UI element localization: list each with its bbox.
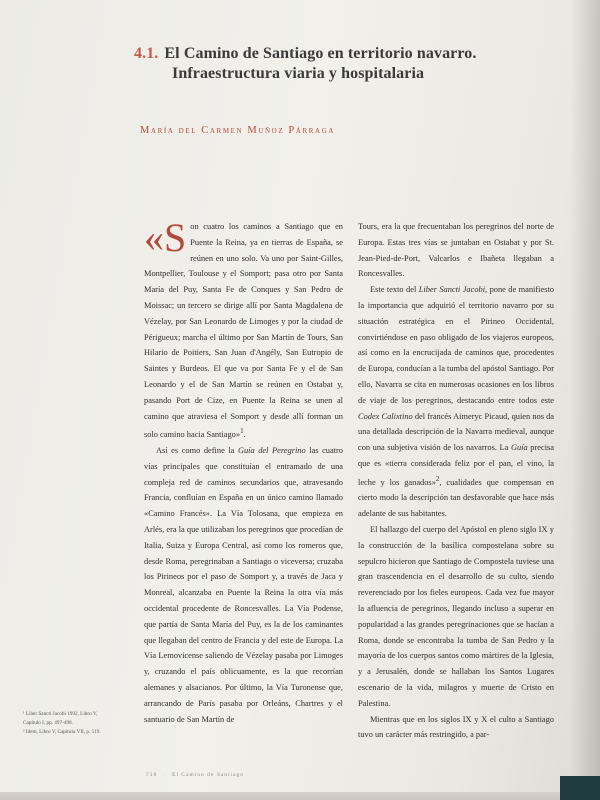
- paragraph-text: precisa que es «tierra considerada feliz por el pan, el vino, la leche y los ganados»: [358, 443, 554, 487]
- chapter-title-line1: [134, 44, 574, 64]
- paragraph: [358, 282, 554, 522]
- drop-cap: [144, 215, 187, 260]
- page-number: 718: [146, 772, 158, 778]
- paragraph: Tours, era la que frecuentaban los peregrinos del norte de Europa. Estas tres vías se juntaban en Ostabat y por St. Jean-Pied-de-Port, Valcarlos e Ibañeta llegaban a Roncesvalles.: [358, 222, 554, 279]
- paragraph-text: Este texto del: [370, 285, 419, 295]
- paragraph-text: on cuatro los caminos a Santiago que en Puente la Reina, ya en tierras de España, se reúnen en uno solo. Va uno por Saint-Gilles, Montpellier, Toulouse y el Somport; pasa otro por Santa María del Puy, Santa Fe de Conques y San Pedro de Moissac; un tercero se dirige allí por Santa Magdalena de Vézelay, por San Leonardo de Limoges y por la ciudad de Périgueux; marcha el último por San Martín de Tours, San Hilario de Poitiers, San Juan d'Angély, San Eutropio de Saintes y Burdeos. El que va por Santa Fe y el de San Leonardo y el de San Martín se reúnen en Ostabat y, pasando Port de Cize, en Puente la Reina se unen al camino que atraviesa el Somport y desde allí forman un solo camino hacia Santiago»: [144, 222, 343, 440]
- chapter-title-text: El Camino de Santiago en territorio navarro.: [164, 45, 477, 62]
- footnote-ref[interactable]: 1: [240, 427, 244, 436]
- paragraph-text: Así es como define la: [156, 445, 238, 455]
- paragraph: El hallazgo del cuerpo del Apóstol en pleno siglo IX y la construcción de la basílica compostelana sobre su sepulcro hicieron que Santiago de Compostela tuviese una gran trascendencia en el desarrollo de su culto, siendo reverenciado por los fieles europeos. Cada vez fue mayor la afluencia de peregrinos, llegando incluso a superar en popularidad a las grandes peregrinaciones que se hacían a Roma, donde se encontraba la tumba de San Pedro y la mayoría de los cuerpos santos como mártires de la Iglesia, y a Jerusalén, donde se hallaban los Santos Lugares escenario de la vida, milagros y muerte de Cristo en Palestina.: [358, 524, 554, 708]
- paragraph-text: , pone de manifiesto la importancia que adquirió el territorio navarro por su situación estratégica en el Pirineo Occidental, convirtiéndose en paso obligado de los viajeros europeos, así como en la encrucijada de caminos que, procedentes de Europa, conducían a la tumba del apóstol Santiago. Por ello, Navarra se cita en numerosas ocasiones en los libros de viaje de los peregrinos, destacando entre todos este: [358, 285, 554, 405]
- author-name: María del Carmen Muñoz Párraga: [140, 125, 336, 136]
- footnote-line: ² Idem, Libro V, Capítulo VII, p. 519.: [23, 729, 101, 735]
- paragraph-text: del francés Aimeryc Picaud, quien nos da una detallada descripción de la Navarra medieval, aunque con una subjetiva visión de los navarros. La: [358, 411, 554, 453]
- background-corner: [560, 776, 600, 800]
- book-title-italic: Liber Sancti Jacobi: [418, 285, 486, 295]
- page-footer: [146, 772, 244, 778]
- text-column-right: [358, 219, 554, 743]
- footnote-ref[interactable]: 2: [435, 474, 440, 483]
- paragraph: Mientras que en los siglos IX y X el culto a Santiago tuvo un carácter más restringido, a par-: [358, 714, 554, 740]
- drop-cap-letter: S: [164, 215, 187, 260]
- paragraph-text: , cualidades que compensan en cierto modo la descripción tan desfavorable que hace más adelante de sus habitantes.: [358, 477, 554, 519]
- paragraph: [144, 215, 343, 443]
- chapter-number: 4.1.: [134, 45, 159, 62]
- paragraph-end: .: [243, 430, 246, 440]
- page-edge-shadow: [570, 0, 600, 800]
- text-column-left: [144, 215, 343, 727]
- book-title-italic: Guía: [510, 443, 528, 453]
- page-bottom-edge: [0, 792, 600, 800]
- opening-quote: «: [144, 215, 164, 260]
- paragraph-text: las cuatro vías principales que constituían el entramado de una compleja red de caminos secundarios que, atravesando Francia, confluían en España en un único camino llamado «Camino Francés». La Vía Tolosana, que empieza en Arlés, era la que utilizaban los peregrinos que procedían de Italia, Suiza y Europa Central, así como los romeros que, desde Roma, peregrinaban a Santiago o viceversa; cruzaba los Pirineos por el paso de Somport y, a través de Jaca y Monreal, alcanzaba en Puente la Reina la otra vía más occidental procedente de Roncesvalles. La Vía Podense, que partía de Santa María del Puy, es la de los caminantes que llegaban del centro de Francia y del este de Europa. La Vía Lemovicense saliendo de Vézelay pasaba por Limoges y, cruzando el país oblicuamente, es la que recorrían alemanes y alsacianos. Por último, la Vía Turonense que, arrancando de París pasaba por Orleáns, Chartres y el santuario de San Martín de: [144, 445, 343, 724]
- footnotes: [23, 710, 133, 737]
- footer-separator: ·: [163, 772, 167, 778]
- paragraph: [144, 443, 343, 727]
- running-title: El Camino de Santiago: [172, 772, 244, 778]
- footnote-line: Capítulo I, pp. 497-498.: [23, 720, 73, 726]
- footnote-line: ¹ Liber Sancti Jacobi 1992, Libro V,: [23, 711, 98, 717]
- book-title-italic: Guía del Peregrino: [237, 445, 306, 455]
- chapter-heading: [134, 44, 574, 84]
- chapter-title-line2: Infraestructura viaria y hospitalaria: [172, 65, 425, 82]
- book-title-italic: Codex Calixtino: [358, 411, 413, 421]
